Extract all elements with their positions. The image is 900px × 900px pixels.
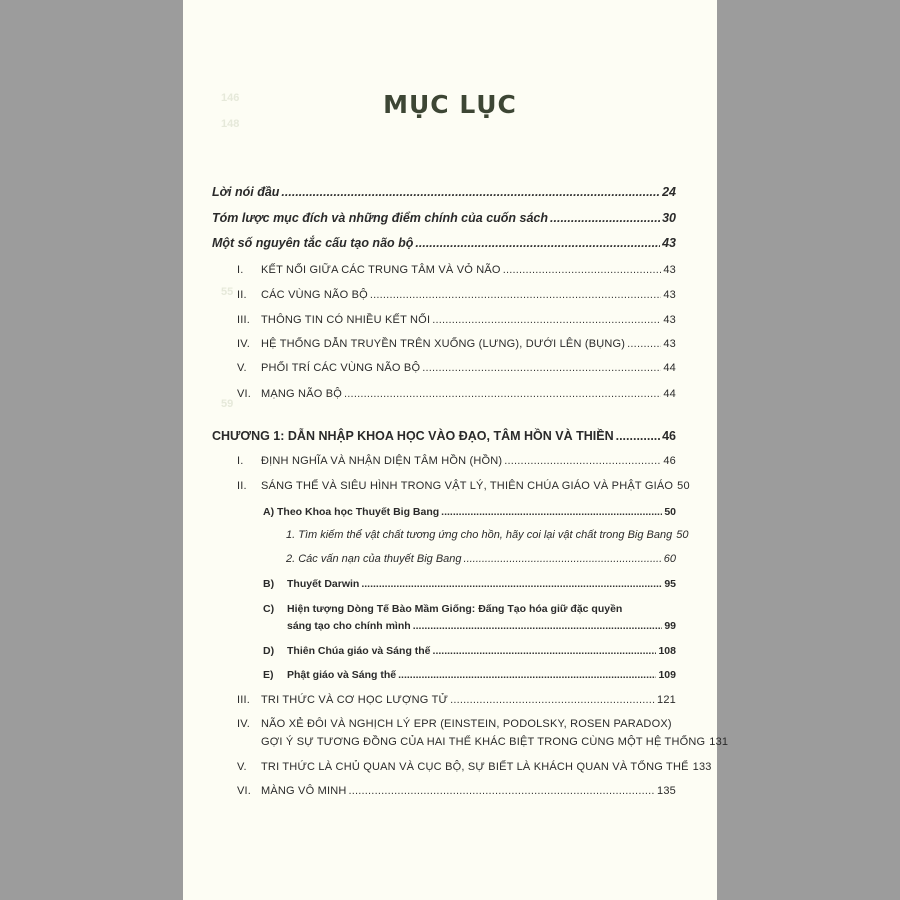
toc-item-num: V. (237, 761, 247, 773)
toc-item (237, 388, 676, 400)
toc-item (237, 694, 676, 706)
toc-item (237, 761, 712, 773)
leader-dots (413, 620, 663, 632)
leader-dots (281, 185, 660, 199)
toc-item-num: IV. (237, 718, 251, 730)
toc-item-num: II. (237, 480, 247, 492)
toc-item-continued (261, 736, 729, 748)
book-page (183, 0, 729, 900)
leader-dots (627, 338, 661, 350)
leader-dots (398, 669, 656, 681)
toc-entry (212, 185, 676, 199)
toc-subitem-page: 109 (658, 669, 676, 681)
toc-item-label: MÀNG VÔ MINH (261, 785, 347, 797)
toc-item-label: CÁC VÙNG NÃO BỘ (261, 289, 368, 301)
toc-entry-label: Lời nói đầu (212, 185, 280, 199)
toc-item (237, 264, 676, 276)
toc-item-page: 43 (663, 289, 676, 301)
toc-subsubitem-label: 1. Tìm kiếm thể vật chất tương ứng cho hồn, hãy coi lại vật chất trong Big Bang (286, 529, 673, 541)
toc-item-label: HỆ THỐNG DẪN TRUYỀN TRÊN XUỐNG (LƯNG), DƯỚI LÊN (BỤNG) (261, 338, 626, 350)
show-through-mark: 148 (221, 118, 240, 130)
chapter-page: 46 (662, 429, 676, 443)
toc-subitem-num: D) (263, 645, 275, 657)
leader-dots (432, 314, 661, 326)
toc-subsubitem (286, 553, 676, 565)
toc-item-label: ĐỊNH NGHĨA VÀ NHẬN DIỆN TÂM HỒN (HỒN) (261, 455, 503, 467)
toc-item-page: 133 (692, 761, 712, 773)
toc-item-page: 43 (663, 314, 676, 326)
toc-item (237, 289, 676, 301)
leader-dots (433, 645, 657, 657)
leader-dots (349, 785, 656, 797)
toc-subitem-label: Thuyết Darwin (287, 578, 360, 590)
toc-entry-page: 24 (662, 185, 676, 199)
leader-dots (504, 455, 661, 467)
leader-dots (370, 289, 661, 301)
toc-item-num: V. (237, 362, 247, 374)
toc-item-label: TRI THỨC VÀ CƠ HỌC LƯỢNG TỬ (261, 694, 449, 706)
toc-item-page: 50 (677, 480, 690, 492)
toc-item-page: 46 (663, 455, 676, 467)
show-through-mark: 55 (221, 286, 234, 298)
toc-subitem-page: 95 (664, 578, 676, 590)
toc-subitem-num: B) (263, 578, 275, 590)
toc-item-label: SÁNG THẾ VÀ SIÊU HÌNH TRONG VẬT LÝ, THIÊN CHÚA GIÁO VÀ PHẬT GIÁO (261, 480, 674, 492)
toc-item-label: TRI THỨC LÀ CHỦ QUAN VÀ CỤC BỘ, SỰ BIẾT LÀ KHÁCH QUAN VÀ TỔNG THỂ (261, 761, 689, 773)
leader-dots (344, 388, 661, 400)
toc-entry (212, 236, 676, 250)
leader-dots (450, 694, 655, 706)
leader-dots (550, 211, 660, 225)
toc-item-num: I. (237, 264, 244, 276)
toc-item-page: 135 (657, 785, 676, 797)
toc-item-label: MẠNG NÃO BỘ (261, 388, 343, 400)
toc-subitem (263, 669, 676, 681)
toc-item-num: II. (237, 289, 247, 301)
toc-subitem-label: A) Theo Khoa học Thuyết Big Bang (263, 506, 440, 518)
toc-item-page: 43 (663, 338, 676, 350)
toc-item (237, 338, 676, 350)
toc-subsubitem-page: 50 (676, 529, 689, 541)
leader-dots (441, 506, 662, 518)
toc-item-label: PHỐI TRÍ CÁC VÙNG NÃO BỘ (261, 362, 421, 374)
toc-subsubitem-page: 60 (663, 553, 676, 565)
toc-item-page: 44 (663, 362, 676, 374)
toc-subitem-label: sáng tạo cho chính mình (287, 620, 411, 632)
show-through-mark: 59 (221, 398, 234, 410)
toc-subitem-page: 108 (658, 645, 676, 657)
toc-subitem (263, 645, 676, 657)
toc-subitem-num: C) (263, 603, 275, 615)
toc-item (237, 362, 676, 374)
toc-item (237, 785, 676, 797)
chapter-heading (212, 429, 676, 443)
toc-subsubitem-label: 2. Các vấn nạn của thuyết Big Bang (286, 553, 462, 565)
toc-item-num: I. (237, 455, 244, 467)
toc-subitem-label: Phật giáo và Sáng thế (287, 669, 397, 681)
toc-item-num: VI. (237, 388, 252, 400)
toc-item-page: 121 (657, 694, 676, 706)
toc-subitem-label: Hiện tượng Dòng Tế Bào Mầm Giống: Đấng Tạo hóa giữ đặc quyền (287, 603, 623, 615)
leader-dots (422, 362, 661, 374)
toc-subitem-page: 99 (664, 620, 676, 632)
chapter-title: CHƯƠNG 1: DẪN NHẬP KHOA HỌC VÀO ĐẠO, TÂM HỒN VÀ THIỀN (212, 429, 614, 443)
toc-subitem-page: 50 (664, 506, 676, 518)
toc-item (237, 455, 676, 467)
toc-item-label: KẾT NỐI GIỮA CÁC TRUNG TÂM VÀ VỎ NÃO (261, 264, 501, 276)
toc-entry (212, 211, 676, 225)
toc-item-label: THÔNG TIN CÓ NHIỀU KẾT NỐI (261, 314, 431, 326)
toc-item-page: 44 (663, 388, 676, 400)
toc-subitem-continued (287, 620, 676, 632)
toc-subitem (263, 603, 676, 615)
toc-item (237, 480, 690, 492)
leader-dots (616, 429, 660, 443)
toc-subitem-num: E) (263, 669, 274, 681)
toc-subitem (263, 506, 676, 518)
toc-item-page: 131 (709, 736, 729, 748)
show-through-mark: 146 (221, 92, 240, 104)
toc-subitem-label: Thiên Chúa giáo và Sáng thế (287, 645, 431, 657)
toc-item-label: GỢI Ý SỰ TƯƠNG ĐỒNG CỦA HAI THỂ KHÁC BIỆT TRONG CÙNG MỘT HỆ THỐNG (261, 736, 706, 748)
toc-entry-page: 43 (662, 236, 676, 250)
toc-item-num: III. (237, 314, 251, 326)
toc-entry-label: Tóm lược mục đích và những điểm chính của cuốn sách (212, 211, 549, 225)
toc-item-page: 43 (663, 264, 676, 276)
toc-item-num: III. (237, 694, 251, 706)
toc-item (237, 314, 676, 326)
toc-subsubitem (286, 529, 689, 541)
leader-dots (503, 264, 662, 276)
toc-entry-label: Một số nguyên tắc cấu tạo não bộ (212, 236, 414, 250)
leader-dots (415, 236, 660, 250)
leader-dots (361, 578, 662, 590)
toc-item (237, 718, 676, 730)
toc-item-num: VI. (237, 785, 252, 797)
toc-entry-page: 30 (662, 211, 676, 225)
toc-subitem (263, 578, 676, 590)
leader-dots (464, 553, 662, 565)
toc-item-label: NÃO XẺ ĐÔI VÀ NGHỊCH LÝ EPR (EINSTEIN, PODOLSKY, ROSEN PARADOX) (261, 718, 672, 730)
toc-item-num: IV. (237, 338, 251, 350)
page-title: MỤC LỤC (383, 90, 517, 119)
